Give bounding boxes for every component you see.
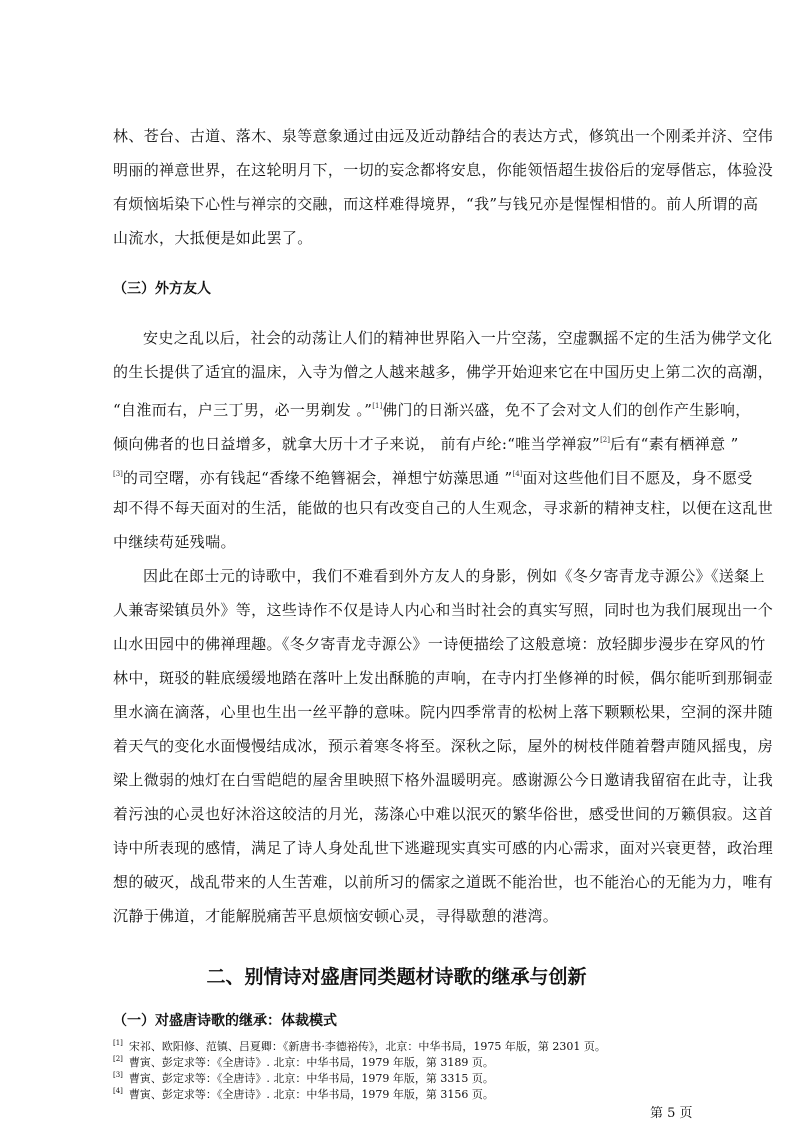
footnote-ref[interactable]: [3] — [113, 470, 123, 478]
body-text-line — [113, 396, 751, 420]
body-text-line: 梁上微弱的烛灯在白雪皑皑的屋舍里映照下格外温暖明亮。感谢源公今日邀请我留宿在此寺，让我 — [113, 771, 774, 789]
footnote-mark: [2] — [113, 1055, 123, 1063]
body-text-line: 却不得不每天面对的生活，能做的也只有改变自己的人生观念，寻求新的精神支柱，以便在这乱世 — [113, 499, 774, 517]
body-text-span: 后有“素有栖禅意 ” — [609, 435, 739, 453]
body-text-line: 林中，斑驳的鞋底缓缓地踏在落叶上发出酥脆的声响，在寺内打坐修禅的时候，偶尔能听到那铜壶 — [113, 669, 774, 687]
body-text-span: 佛门的日渐兴盛，免不了会对文人们的创作产生影响， — [382, 401, 751, 419]
section-title: 二、别情诗对盛唐同类题材诗歌的继承与创新 — [206, 966, 587, 988]
body-text-line: 着天气的变化水面慢慢结成冰，预示着寒冬将至。深秋之际，屋外的树枝伴随着磬声随风摇曳，房 — [113, 737, 774, 755]
body-text-line: 里水滴在滴落，心里也生出一丝平静的意味。院内四季常青的松树上落下颗颗松果，空洞的深井随 — [113, 703, 774, 721]
body-text-line: 沉静于佛道，才能解脱痛苦平息烦恼安顿心灵，寻得歇憩的港湾。 — [113, 907, 559, 925]
body-text-line: 因此在郎士元的诗歌中，我们不难看到外方友人的身影，例如《冬夕寄青龙寺源公》《送粲上 — [143, 567, 765, 585]
body-text-line: 山流水，大抵便是如此罢了。 — [113, 229, 313, 247]
footnote-text: 曹寅、彭定求等：《全唐诗》. 北京：中华书局，1979 年版，第 3189 页。 — [128, 1056, 494, 1069]
body-text-span: 倾向佛者的也日益增多，就拿大历十才子来说， 前有卢纶:“唯当学禅寂” — [113, 435, 601, 453]
body-text-line: 安史之乱以后，社会的动荡让人们的精神世界陷入一片空荡，空虚飘摇不定的生活为佛学文化 — [143, 329, 773, 347]
page-number: 第 5 页 — [650, 1106, 693, 1121]
body-text-line: 有烦恼垢染下心性与禅宗的交融，而这样难得境界，“我”与钱兄亦是惺惺相惜的。前人所谓的高 — [113, 195, 759, 213]
footnote-ref[interactable]: [4] — [512, 470, 523, 478]
body-text-line — [113, 464, 753, 488]
footnote-mark: [1] — [113, 1039, 123, 1047]
body-text-span: 的司空曙，亦有钱起“香缘不绝簪裾会，禅想宁妨藻思通 ” — [122, 469, 513, 487]
body-text-line: 人兼寄梁镇员外》等，这些诗作不仅是诗人内心和当时社会的真实写照，同时也为我们展现出一个 — [113, 601, 774, 619]
body-text-line: 着污浊的心灵也好沐浴这皎洁的月光，荡涤心中难以泯灭的繁华俗世，感受世间的万籁俱寂。这首 — [113, 805, 774, 823]
subsection-heading: （三）外方友人 — [113, 281, 211, 297]
body-text-line: 的生长提供了适宜的温床，入寺为僧之人越来越多，佛学开始迎来它在中国历史上第二次的高潮， — [113, 363, 774, 381]
footnote-ref[interactable]: [2] — [600, 436, 610, 444]
footnote-text: 宋祁、欧阳修、范镇、吕夏卿：《新唐书·李德裕传》，北京：中华书局，1975 年版，第 2301 页。 — [128, 1040, 606, 1053]
body-text-line: 中继续苟延残喘。 — [113, 533, 236, 551]
footnote — [113, 1084, 494, 1102]
footnote-ref[interactable]: [1] — [372, 402, 383, 410]
body-text-line — [113, 430, 739, 454]
body-text-line: 想的破灭，战乱带来的人生苦难，以前所习的儒家之道既不能治世，也不能治心的无能为力，唯有 — [113, 873, 774, 891]
body-text-line: 明丽的禅意世界，在这轮明月下，一切的妄念都将安息，你能领悟超生拔俗后的宠辱偕忘，体验没 — [113, 161, 774, 179]
footnote-mark: [3] — [113, 1071, 123, 1079]
quote-text: “自淮而右，户三丁男，必一男剃发 。” — [113, 401, 373, 419]
body-text-span: 面对这些他们目不愿及，身不愿受 — [522, 469, 753, 487]
footnote-mark: [4] — [113, 1087, 123, 1095]
body-text-line: 山水田园中的佛禅理趣。《冬夕寄青龙寺源公》一诗便描绘了这般意境：放轻脚步漫步在穿风的竹 — [113, 635, 766, 653]
body-text-line: 林、苍台、古道、落木、泉等意象通过由远及近动静结合的表达方式，修筑出一个刚柔并济、空伟 — [113, 127, 774, 145]
footnote-text: 曹寅、彭定求等：《全唐诗》. 北京：中华书局，1979 年版，第 3315 页。 — [128, 1072, 494, 1085]
body-text-line: 诗中所表现的感情，满足了诗人身处乱世下逃避现实真实可感的内心需求，面对兴衰更替，政治理 — [113, 839, 774, 857]
footnote-text: 曹寅、彭定求等：《全唐诗》. 北京：中华书局，1979 年版，第 3156 页。 — [128, 1088, 494, 1101]
subsection-heading: （一）对盛唐诗歌的继承：体裁模式 — [113, 1013, 337, 1029]
